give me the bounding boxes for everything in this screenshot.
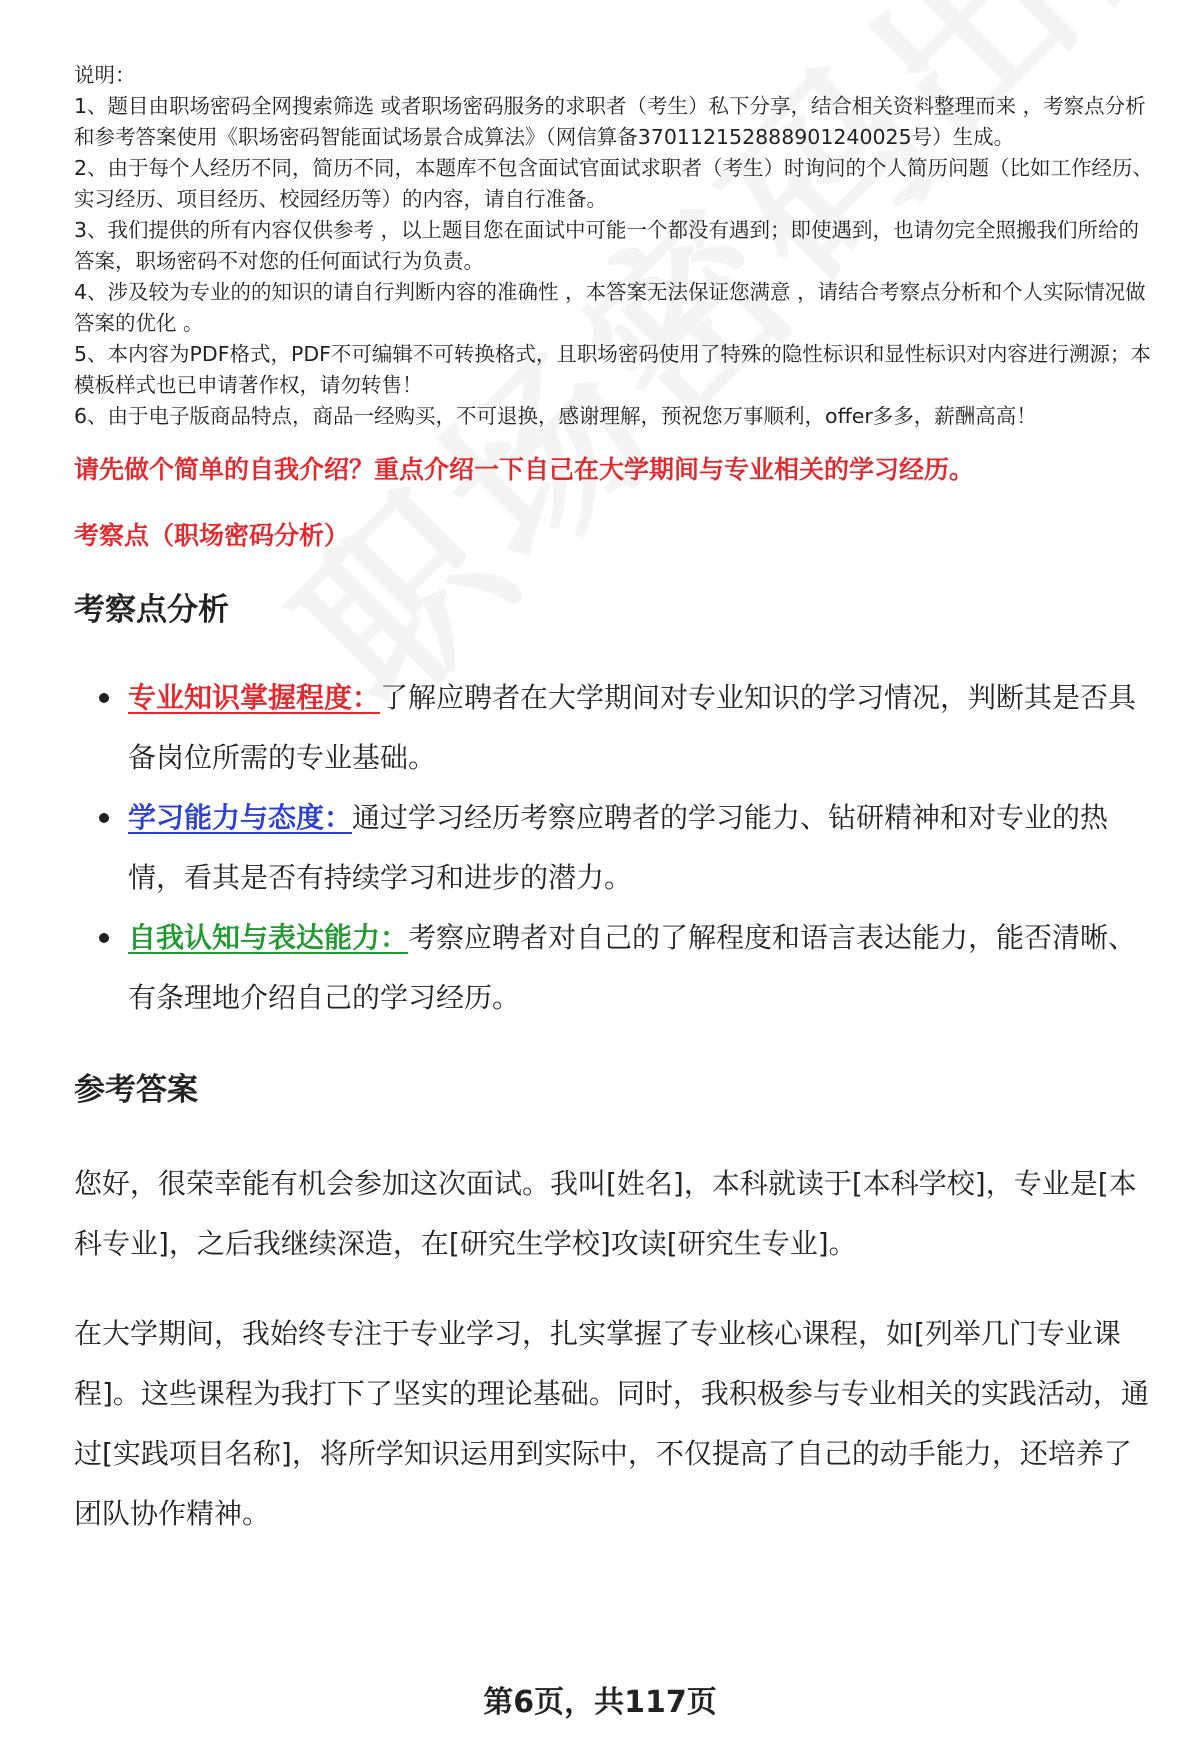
note-item: 1、题目由职场密码全网搜索筛选 或者职场密码服务的求职者（考生）私下分享，结合相关资料整理而来 ，考察点分析和参考答案使用《职场密码智能面试场景合成算法》（网信算备370112152888901240025号）生成。 [74, 94, 1146, 149]
point-text: 通过学习经历考察应聘者的学习能力、钻研精神和对专业的热情，看其是否有持续学习和进步的潜力。 [128, 801, 1109, 894]
point-text: 了解应聘者在大学期间对专业知识的学习情况，判断其是否具备岗位所需的专业基础。 [128, 681, 1137, 774]
page-number: 第6页，共117页 [483, 1685, 717, 1720]
point-term: 专业知识掌握程度： [128, 681, 381, 714]
document-page [74, 60, 1154, 1574]
bullet-icon [99, 933, 109, 943]
analysis-points [74, 668, 1154, 1028]
note-item: 6、由于电子版商品特点，商品一经购买，不可退换，感谢理解，预祝您万事顺利，offer多多，薪酬高高！ [74, 404, 1037, 428]
interview-question: 请先做个简单的自我介绍？重点介绍一下自己在大学期间与专业相关的学习经历。 [74, 455, 975, 484]
point-text: 考察应聘者对自己的了解程度和语言表达能力，能否清晰、有条理地介绍自己的学习经历。 [128, 921, 1137, 1014]
note-item: 4、涉及较为专业的的知识的请自行判断内容的准确性 ，本答案无法保证您满意 ，请结合考察点分析和个人实际情况做答案的优化 。 [74, 280, 1146, 335]
analysis-heading: 考察点分析 [74, 592, 229, 628]
bullet-icon [99, 813, 109, 823]
point-term: 学习能力与态度： [128, 801, 353, 834]
analysis-tag: 考察点（职场密码分析） [74, 521, 350, 550]
list-item [74, 668, 1154, 788]
answer-body [74, 1154, 1154, 1544]
answer-paragraph: 您好，很荣幸能有机会参加这次面试。我叫[姓名]，本科就读于[本科学校]，专业是[本科专业]，之后我继续深造，在[研究生学校]攻读[研究生专业]。 [74, 1167, 1137, 1260]
answer-paragraph: 在大学期间，我始终专注于专业学习，扎实掌握了专业核心课程，如[列举几门专业课程]。这些课程为我打下了坚实的理论基础。同时，我积极参与专业相关的实践活动，通过[实践项目名称]，将所学知识运用到实际中，不仅提高了自己的动手能力，还培养了团队协作精神。 [74, 1317, 1149, 1530]
list-item [74, 788, 1154, 908]
note-item: 3、我们提供的所有内容仅供参考 ，以上题目您在面试中可能一个都没有遇到；即使遇到，也请勿完全照搬我们所给的答案，职场密码不对您的任何面试行为负责。 [74, 218, 1140, 273]
bullet-icon [99, 693, 109, 703]
notes-heading: 说明： [74, 63, 136, 87]
note-item: 5、本内容为PDF格式，PDF不可编辑不可转换格式，且职场密码使用了特殊的隐性标识和显性标识对内容进行溯源；本模板样式也已申请著作权，请勿转售！ [74, 342, 1151, 397]
list-item [74, 908, 1154, 1028]
disclaimer-notes [74, 60, 1154, 432]
note-item: 2、由于每个人经历不同，简历不同，本题库不包含面试官面试求职者（考生）时询问的个人简历问题（比如工作经历、实习经历、项目经历、校园经历等）的内容，请自行准备。 [74, 156, 1154, 211]
answer-heading: 参考答案 [74, 1072, 198, 1108]
point-term: 自我认知与表达能力： [128, 921, 409, 954]
